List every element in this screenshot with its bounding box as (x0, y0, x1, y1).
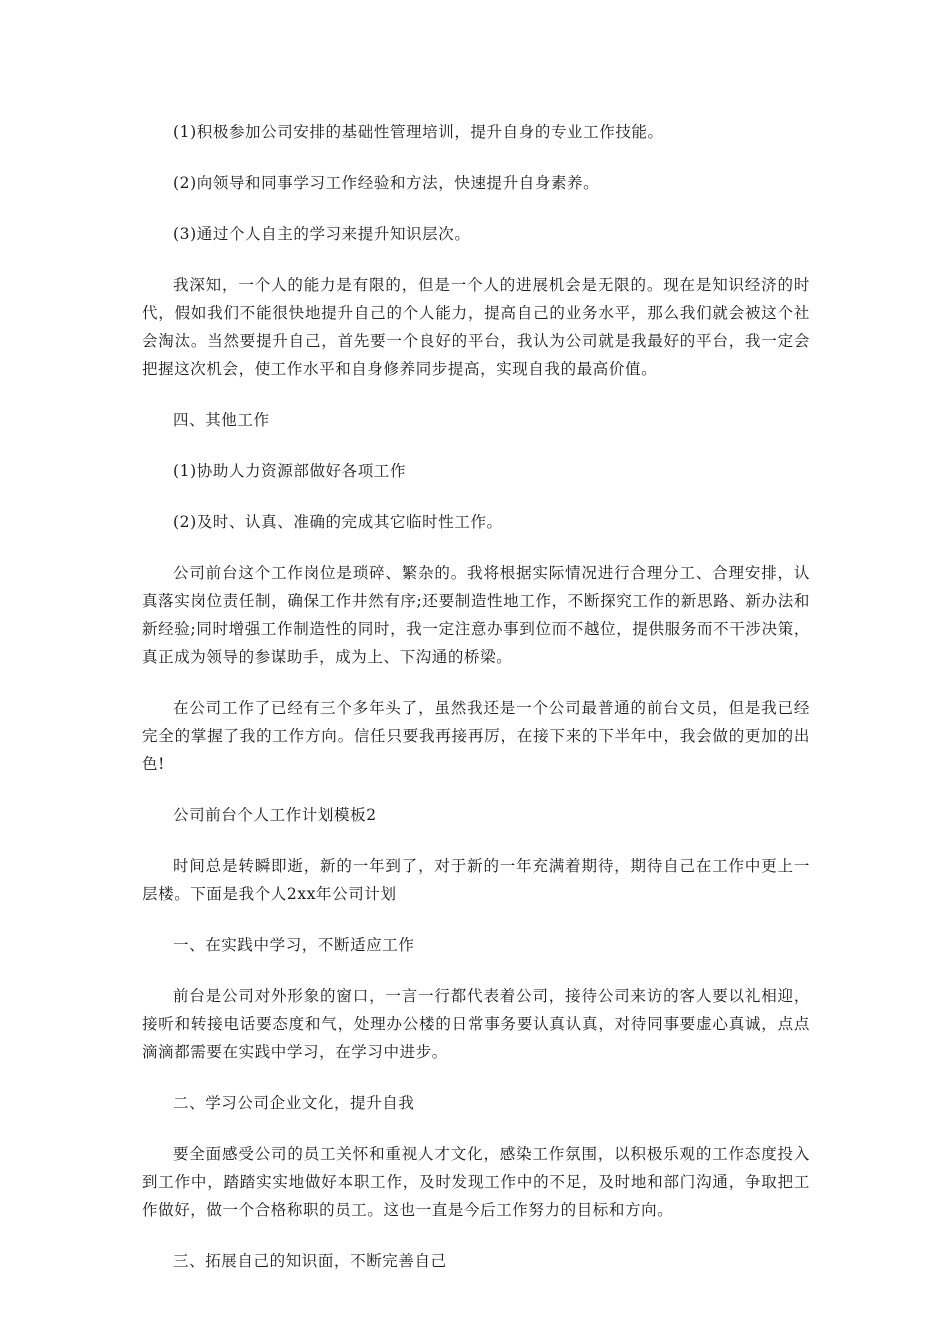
body-paragraph: 公司前台这个工作岗位是琐碎、繁杂的。我将根据实际情况进行合理分工、合理安排，认真落实岗位责任制，确保工作井然有序;还要制造性地工作，不断探究工作的新思路、新办法和新经验;同时增强工作制造性的同时，我一定注意办事到位而不越位，提供服务而不干涉决策，真正成为领导的参谋助手，成为上、下沟通的桥梁。 (142, 564, 810, 666)
list-item: (1)积极参加公司安排的基础性管理培训，提升自身的专业工作技能。 (173, 123, 664, 141)
body-paragraph: 时间总是转瞬即逝，新的一年到了，对于新的一年充满着期待，期待自己在工作中更上一层楼。下面是我个人2xx年公司计划 (142, 857, 810, 903)
document-body (142, 118, 810, 1298)
list-item: (3)通过个人自主的学习来提升知识层次。 (173, 225, 471, 243)
section-heading: 三、拓展自己的知识面，不断完善自己 (173, 1252, 447, 1270)
body-paragraph: 要全面感受公司的员工关怀和重视人才文化，感染工作氛围，以积极乐观的工作态度投入到工作中，踏踏实实地做好本职工作，及时发现工作中的不足，及时地和部门沟通，争取把工作做好，做一个合格称职的员工。这也一直是今后工作努力的目标和方向。 (142, 1145, 810, 1219)
body-paragraph: 前台是公司对外形象的窗口，一言一行都代表着公司，接待公司来访的客人要以礼相迎，接听和转接电话要态度和气，处理办公楼的日常事务要认真认真，对待同事要虚心真诚，点点滴滴都需要在实践中学习，在学习中进步。 (142, 987, 810, 1061)
list-item: (2)及时、认真、准确的完成其它临时性工作。 (173, 513, 503, 531)
section-heading: 一、在实践中学习，不断适应工作 (173, 936, 415, 954)
document-title: 公司前台个人工作计划模板2 (173, 806, 377, 824)
body-paragraph: 在公司工作了已经有三个多年头了，虽然我还是一个公司最普通的前台文员，但是我已经完全的掌握了我的工作方向。信任只要我再接再厉，在接下来的下半年中，我会做的更加的出色! (142, 699, 810, 773)
section-heading: 四、其他工作 (173, 411, 270, 429)
body-paragraph: 我深知，一个人的能力是有限的，但是一个人的进展机会是无限的。现在是知识经济的时代，假如我们不能很快地提升自己的个人能力，提高自己的业务水平，那么我们就会被这个社会淘汰。当然要提升自己，首先要一个良好的平台，我认为公司就是我最好的平台，我一定会把握这次机会，使工作水平和自身修养同步提高，实现自我的最高价值。 (142, 276, 810, 378)
list-item: (2)向领导和同事学习工作经验和方法，快速提升自身素养。 (173, 174, 600, 192)
list-item: (1)协助人力资源部做好各项工作 (173, 462, 407, 480)
section-heading: 二、学习公司企业文化，提升自我 (173, 1094, 415, 1112)
